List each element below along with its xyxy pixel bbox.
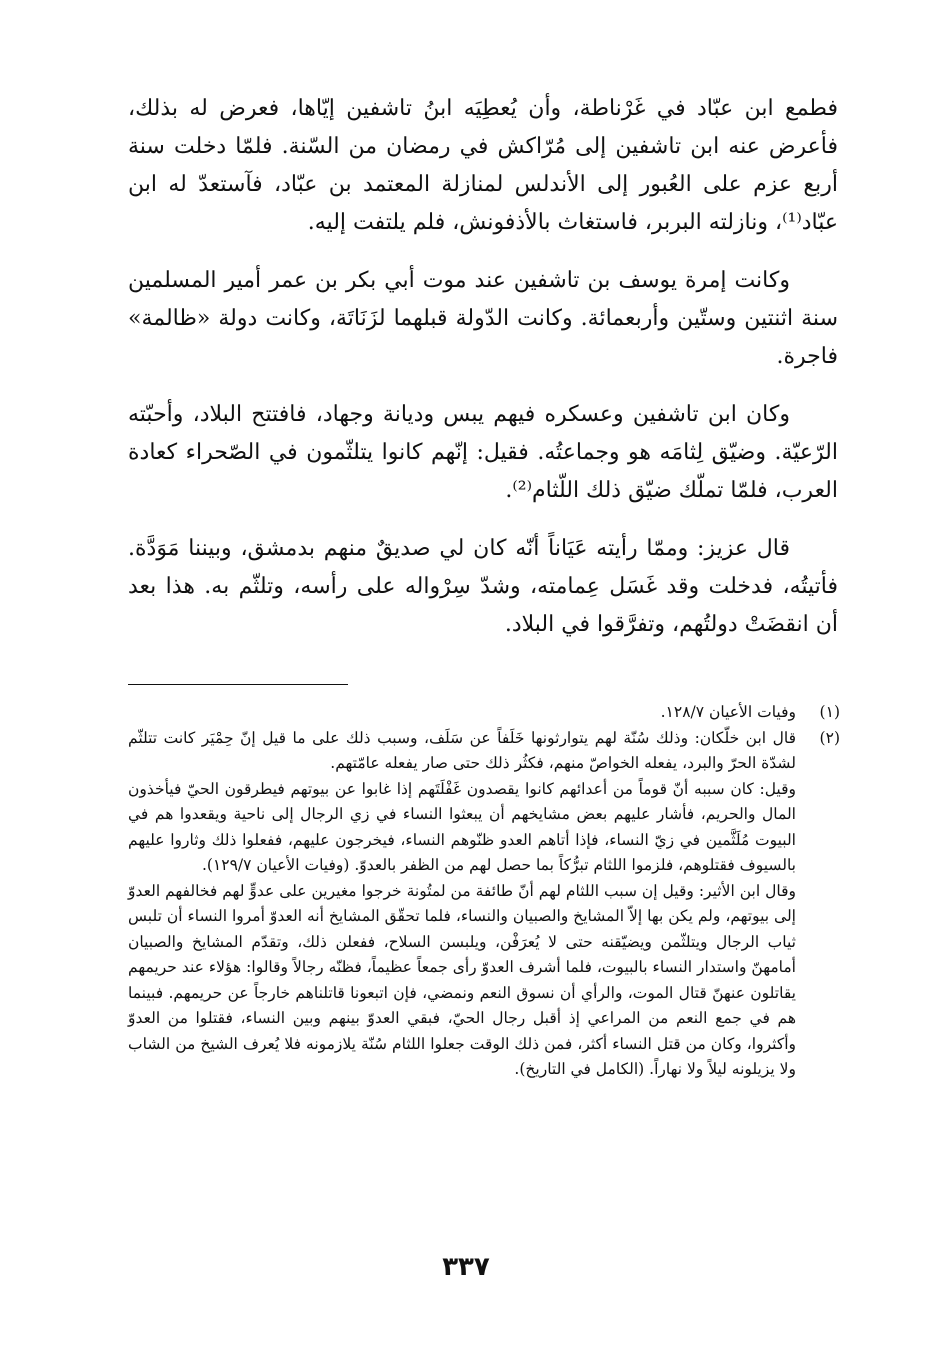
footnote-text: وفيات الأعيان ١٢٨/٧. (660, 703, 796, 721)
footnote (128, 700, 840, 726)
footnote (128, 726, 840, 1083)
page-number: ٣٣٧ (442, 1252, 490, 1282)
footnote-body (128, 726, 796, 1083)
footnote-number: (١) (819, 703, 840, 721)
footnote-text: قال ابن خلّكان: وذلك سُنّة لهم يتوارثونها خَلَفاً عن سَلَف، وسبب ذلك على ما قيل إنّ حِمْيَر كانت تتلثّم لشدّة الحرّ والبرد، يفعله الخواصّ منهم، فكثُر ذلك حتى صار يفعله عامّتهم. (128, 728, 796, 772)
footnote-number: (٢) (819, 728, 840, 747)
footnote-text: وقال ابن الأثير: وقيل إن سبب اللثام لهم أنّ طائفة من لمتُونة خرجوا مغيرين على عدوٍّ لهم فخالفهم العدوّ إلى بيوتهم، ولم يكن بها إلاّ المشايخ والصبيان والنساء، فلما تحقّق المشايخ أنه العدوّ أمروا النساء أن تلبس ثياب الرجال ويتلثّمن ويضيّقنه حتى لا يُعرَفْن، ويلبسن السلاح، ففعلن ذلك، وتقدّم المشايخ والصبيان أمامهنّ واستدار النساء بالبيوت، فلما أشرف العدوّ رأى جمعاً عظيماً، فظنّه رجالاً وقالوا: هؤلاء عند حريمهم يقاتلون عنهنّ قتال الموت، والرأي أن نسوق النعم ونمضي، فإن اتبعونا قاتلناهم خارجاً عن حريمهم. فبينما هم في جمع النعم من المراعي إذ أقبل رجال الحيّ، فبقي العدوّ بينهم وبين النساء، فقتلوا من العدوّ وأكثروا، وكان من قتل النساء أكثر، فمن ذلك الوقت جعلوا اللثام سُنّة يلازمونه فلا يُعرف الشيخ من الشاب ولا يزيلونه ليلاً ولا نهاراً. (الكامل في التاريخ). (128, 881, 796, 1078)
main-text (128, 90, 838, 664)
paragraph: وكانت إمرة يوسف بن تاشفين عند موت أبي بكر بن عمر أمير المسلمين سنة اثنتين وستّين وأربعمائة. وكانت الدّولة قبلهما لزَنَاتَة، وكانت دولة «ظالمة» فاجرة. (128, 268, 838, 369)
footnote-text: وقيل: كان سببه أنّ قوماً من أعدائهم كانوا يقصدون غَفْلَتَهم إذا غابوا عن بيوتهم فيطرقون الحيّ فيأخذون المال والحريم، فأشار عليهم بعض مشايخهم أن يبعثوا النساء في زي الرجال إلى ناحية ويقعدوا هم في البيوت مُلَثَّمين في زيّ النساء، فإذا أتاهم العدو ظنّوهم النساء، فيخرجون عليهم، ففعلوا ذلك وثاروا عليهم بالسيوف فقتلوهم، فلزموا اللثام تبرُّكاً بما حصل لهم من الظفر بالعدوّ. (وفيات الأعيان ١٢٩/٧). (128, 779, 796, 874)
footnote-body (128, 700, 796, 726)
paragraph: فطمع ابن عبّاد في غَرْناطة، وأن يُعطِيَه ابنُ تاشفين إيّاها، فعرض له بذلك، فأعرض عنه ابن تاشفين إلى مُرّاكش في رمضان من السّنة. فلمّا دخلت سنة أربع عزم على العُبور إلى الأندلس لمنازلة المعتمد بن عبّاد، فآستعدّ له ابن عبّاد⁽¹⁾، ونازلته البربر، فاستغاث بالأذفونش، فلم يلتفت إليه. (128, 96, 838, 235)
paragraph: قال عزيز: وممّا رأيته عَيَاناً أنّه كان لي صديقٌ منهم بدمشق، وبيننا مَوَدَّة. فأتيتُه، فدخلت وقد غَسَل عِمامته، وشدّ سِرْواله على رأسه، وتلثّم به. هذا بعد أن انقضَتْ دولتُهم، وتفرَّقوا في البلاد. (128, 536, 838, 637)
paragraph: وكان ابن تاشفين وعسكره فيهم يبس وديانة وجهاد، فافتتح البلاد، وأحبّته الرّعيّة. وضيّق لِثامَه هو وجماعتُه. فقيل: إنّهم كانوا يتلثّمون في الصّحراء كعادة العرب، فلمّا تملّك ضيّق ذلك اللّثام⁽²⁾. (128, 402, 838, 503)
footnotes (128, 700, 840, 1083)
footnote-separator (128, 684, 348, 685)
